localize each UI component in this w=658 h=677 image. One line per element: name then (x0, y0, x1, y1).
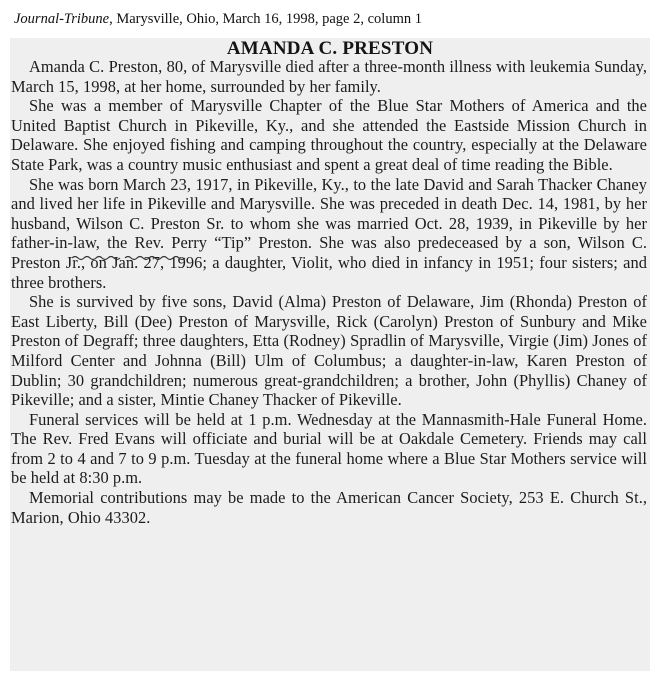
paragraph-death-notice: Amanda C. Preston, 80, of Marysville died after a three-month illness with leukemia Sunday, March 15, 1998, at her home, surrounded by her family. (11, 57, 647, 96)
obituary-body (11, 57, 647, 527)
source-citation (14, 10, 644, 28)
paragraph-memorial-contributions: Memorial contributions may be made to the American Cancer Society, 253 E. Church St., Marion, Ohio 43302. (11, 488, 647, 527)
paragraph-memberships: She was a member of Marysville Chapter of the Blue Star Mothers of America and the United Baptist Church in Pikeville, Ky., and she attended the Eastside Mission Church in Delaware. She enjoyed fishing and camping throughout the country, especially at the Delaware State Park, was a country music enthusiast and spent a great deal of time reading the Bible. (11, 96, 647, 174)
newspaper-clipping (10, 38, 650, 671)
paragraph-survivors: She is survived by five sons, David (Alma) Preston of Delaware, Jim (Rhonda) Preston of East Liberty, Bill (Dee) Preston of Marysville, Rick (Carolyn) Preston of Sunbury and Mike Preston of Degraff; three daughters, Etta (Rodney) Spradlin of Marysville, Virgie (Jim) Jones of Milford Center and Johnna (Bill) Ulm of Columbus; a daughter-in-law, Karen Preston of Dublin; 30 grandchildren; numerous great-grandchildren; a brother, John (Phyllis) Chaney of Pikeville; and a sister, Mintie Chaney Thacker of Pikeville. (11, 292, 647, 410)
obituary-headline: AMANDA C. PRESTON (226, 38, 434, 59)
paragraph-biography: She was born March 23, 1917, in Pikeville, Ky., to the late David and Sarah Thacker Chaney and lived her life in Pikeville and Marysville. She was preceded in death Dec. 14, 1981, by her husband, Wilson C. Preston Sr. to whom she was married Oct. 28, 1939, in Pikeville by her father-in-law, the Rev. Perry “Tip” Preston. She was also predeceased by a son, Wilson C. Preston Jr., on Jan. 27, 1996; a daughter, Violit, who died in infancy in 1951; four sisters; and three brothers. (11, 174, 647, 292)
publication-name: Journal-Tribune (14, 11, 110, 27)
citation-details: , Marysville, Ohio, March 16, 1998, page 2, column 1 (109, 11, 422, 27)
paragraph-funeral-services: Funeral services will be held at 1 p.m. Wednesday at the Mannasmith-Hale Funeral Home. The Rev. Fred Evans will officiate and burial will be at Oakdale Cemetery. Friends may call from 2 to 4 and 7 to 9 p.m. Tuesday at the funeral home where a Blue Star Mothers service will be held at 8:30 p.m. (11, 409, 647, 488)
